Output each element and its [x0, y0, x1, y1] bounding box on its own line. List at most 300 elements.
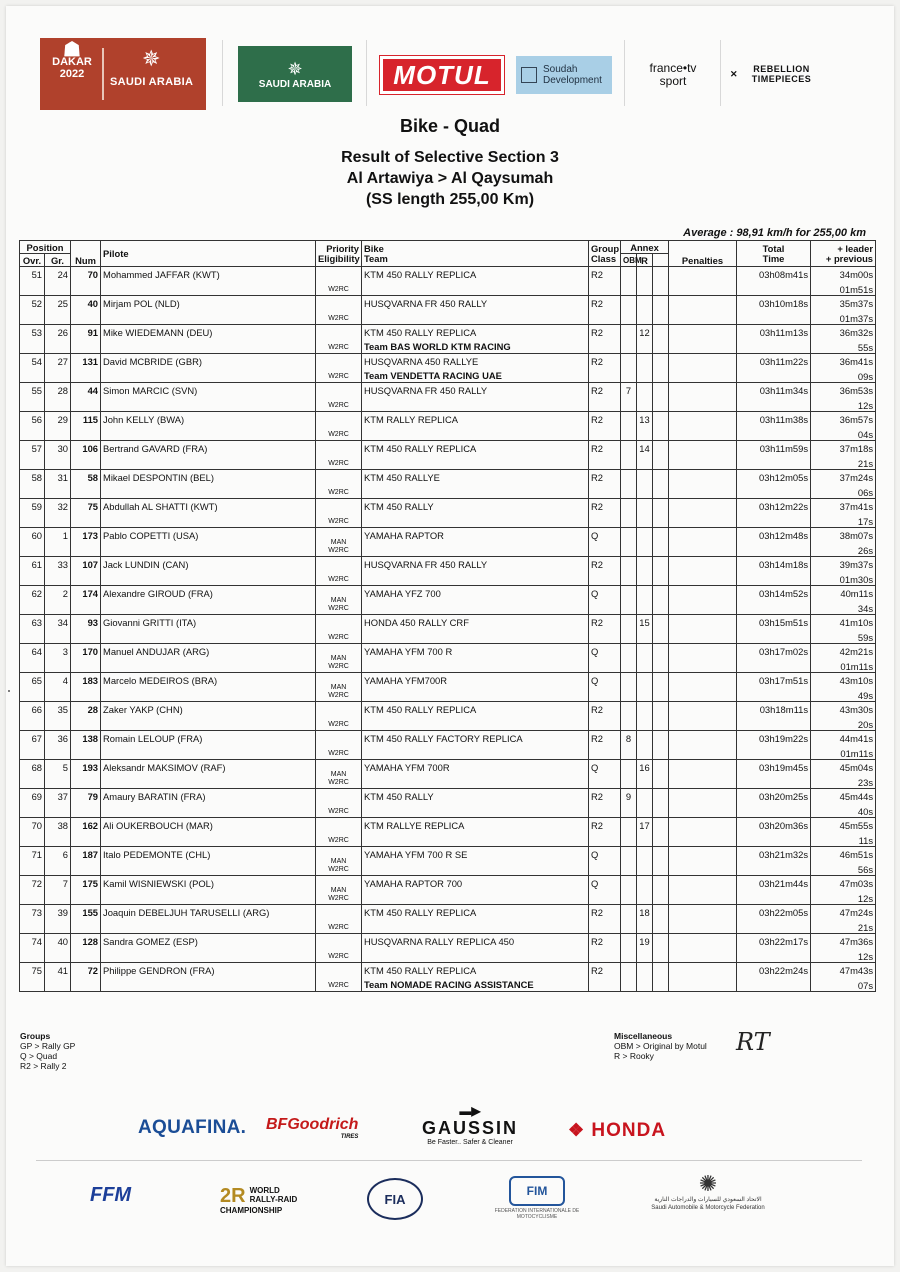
r-cell [637, 702, 653, 731]
leader-previous-header: + leader + previous [811, 241, 876, 267]
bike-cell: KTM 450 RALLY [362, 499, 589, 528]
gr-cell: 38 [45, 818, 71, 847]
annex-blank-cell [653, 818, 669, 847]
total-time-cell: 03h21m32s [737, 847, 811, 876]
r-cell [637, 354, 653, 383]
gr-header: Gr. [45, 254, 71, 267]
penalties-cell [669, 557, 737, 586]
gr-cell: 35 [45, 702, 71, 731]
r-cell: 13 [637, 412, 653, 441]
table-row [20, 557, 876, 586]
obm-cell [621, 296, 637, 325]
pilote-cell: Sandra GOMEZ (ESP) [101, 934, 316, 963]
ovr-cell: 65 [20, 673, 45, 702]
total-time-cell: 03h20m25s [737, 789, 811, 818]
ovr-cell: 71 [20, 847, 45, 876]
bike-cell: KTM 450 RALLY REPLICA [362, 702, 589, 731]
gap-cell: 37m18s 21s [811, 441, 876, 470]
num-cell: 58 [71, 470, 101, 499]
total-time-cell: 03h22m24s [737, 963, 811, 992]
priority-cell: W2RC [316, 934, 362, 963]
speck [8, 690, 10, 692]
obm-cell [621, 354, 637, 383]
annex-blank-cell [653, 644, 669, 673]
gap-cell: 36m32s 55s [811, 325, 876, 354]
table-row [20, 818, 876, 847]
gr-cell: 33 [45, 557, 71, 586]
gap-cell: 47m03s 12s [811, 876, 876, 905]
gap-cell: 39m37s 01m30s [811, 557, 876, 586]
ovr-cell: 54 [20, 354, 45, 383]
ovr-cell: 52 [20, 296, 45, 325]
priority-cell: W2RC [316, 499, 362, 528]
obm-cell [621, 934, 637, 963]
bike-cell: KTM RALLYE REPLICA [362, 818, 589, 847]
gaussin-mark-icon: ▬▶ [459, 1104, 481, 1118]
gr-cell: 31 [45, 470, 71, 499]
num-cell: 106 [71, 441, 101, 470]
group-cell: Q [589, 847, 621, 876]
pilote-cell: Kamil WISNIEWSKI (POL) [101, 876, 316, 905]
table-row [20, 325, 876, 354]
priority-cell: W2RC [316, 354, 362, 383]
r-cell: 14 [637, 441, 653, 470]
group-cell: R2 [589, 441, 621, 470]
annex-blank-cell [653, 267, 669, 296]
pilote-cell: Zaker YAKP (CHN) [101, 702, 316, 731]
ovr-cell: 67 [20, 731, 45, 760]
pilote-cell: Alexandre GIROUD (FRA) [101, 586, 316, 615]
r-cell: 19 [637, 934, 653, 963]
annex-blank-cell [653, 528, 669, 557]
num-cell: 187 [71, 847, 101, 876]
obm-cell: 9 [621, 789, 637, 818]
dakar-logo: ☗ DAKAR 2022 ✵ SAUDI ARABIA [40, 38, 206, 110]
total-time-cell: 03h12m22s [737, 499, 811, 528]
annex-blank-cell [653, 760, 669, 789]
priority-cell: MAN W2RC [316, 528, 362, 557]
palm-icon: ✵ [287, 58, 303, 79]
group-cell: Q [589, 673, 621, 702]
pilote-cell: Manuel ANDUJAR (ARG) [101, 644, 316, 673]
page-title: Bike - Quad [399, 116, 501, 136]
gap-cell: 41m10s 59s [811, 615, 876, 644]
gr-cell: 2 [45, 586, 71, 615]
r-cell [637, 267, 653, 296]
bike-cell: KTM 450 RALLY REPLICA [362, 905, 589, 934]
pilote-cell: Jack LUNDIN (CAN) [101, 557, 316, 586]
total-time-cell: 03h19m22s [737, 731, 811, 760]
ovr-cell: 69 [20, 789, 45, 818]
penalties-cell [669, 905, 737, 934]
priority-cell: MAN W2RC [316, 847, 362, 876]
num-cell: 115 [71, 412, 101, 441]
annex-blank-cell [653, 731, 669, 760]
soudah-emblem-icon [521, 67, 537, 83]
obm-cell [621, 876, 637, 905]
pilote-cell: Amaury BARATIN (FRA) [101, 789, 316, 818]
obm-cell [621, 441, 637, 470]
table-row [20, 963, 876, 992]
group-cell: R2 [589, 296, 621, 325]
group-cell: R2 [589, 905, 621, 934]
group-cell: R2 [589, 557, 621, 586]
obm-cell [621, 586, 637, 615]
group-cell: R2 [589, 470, 621, 499]
obm-cell [621, 760, 637, 789]
pilote-cell: Joaquin DEBELJUH TARUSELLI (ARG) [101, 905, 316, 934]
annex-blank-cell [653, 557, 669, 586]
table-row [20, 412, 876, 441]
table-row [20, 702, 876, 731]
bfgoodrich-logo: BFGoodrich TIRES [266, 1116, 359, 1140]
table-row [20, 296, 876, 325]
obm-cell [621, 905, 637, 934]
pilote-cell: Bertrand GAVARD (FRA) [101, 441, 316, 470]
bike-cell: YAMAHA YFM 700R [362, 760, 589, 789]
honda-logo: ❖ HONDA [568, 1120, 667, 1141]
annex-blank-cell [653, 383, 669, 412]
table-row [20, 673, 876, 702]
obm-cell [621, 499, 637, 528]
gap-cell: 45m55s 11s [811, 818, 876, 847]
penalties-cell [669, 383, 737, 412]
saudi-arabia-logo: ✵ SAUDI ARABIA [238, 46, 352, 102]
ovr-cell: 51 [20, 267, 45, 296]
gap-cell: 43m10s 49s [811, 673, 876, 702]
bike-cell: YAMAHA YFM 700 R SE [362, 847, 589, 876]
gap-cell: 36m57s 04s [811, 412, 876, 441]
pilote-cell: Mike WIEDEMANN (DEU) [101, 325, 316, 354]
gr-cell: 32 [45, 499, 71, 528]
pilote-cell: David MCBRIDE (GBR) [101, 354, 316, 383]
obm-cell [621, 818, 637, 847]
gr-cell: 28 [45, 383, 71, 412]
pilote-cell: Marcelo MEDEIROS (BRA) [101, 673, 316, 702]
total-time-cell: 03h17m51s [737, 673, 811, 702]
num-cell: 128 [71, 934, 101, 963]
penalties-header: Penalties [669, 241, 737, 267]
gr-cell: 26 [45, 325, 71, 354]
gap-cell: 44m41s 01m11s [811, 731, 876, 760]
obm-cell [621, 528, 637, 557]
penalties-cell [669, 760, 737, 789]
obm-cell [621, 470, 637, 499]
ovr-cell: 57 [20, 441, 45, 470]
gr-cell: 39 [45, 905, 71, 934]
num-cell: 173 [71, 528, 101, 557]
gaussin-logo: ▬▶ GAUSSIN Be Faster.. Safer & Cleaner [422, 1104, 519, 1146]
r-cell [637, 557, 653, 586]
r-cell: 16 [637, 760, 653, 789]
sponsor-header [34, 36, 864, 106]
gap-cell: 35m37s 01m37s [811, 296, 876, 325]
gr-cell: 29 [45, 412, 71, 441]
ovr-cell: 68 [20, 760, 45, 789]
penalties-cell [669, 354, 737, 383]
gr-cell: 4 [45, 673, 71, 702]
gap-cell: 45m44s 40s [811, 789, 876, 818]
table-row [20, 934, 876, 963]
priority-cell: W2RC [316, 963, 362, 992]
table-row [20, 586, 876, 615]
priority-cell: W2RC [316, 731, 362, 760]
gr-cell: 41 [45, 963, 71, 992]
gap-cell: 47m43s 07s [811, 963, 876, 992]
gr-cell: 36 [45, 731, 71, 760]
priority-cell: MAN W2RC [316, 586, 362, 615]
total-time-cell: 03h21m44s [737, 876, 811, 905]
total-time-cell: 03h22m05s [737, 905, 811, 934]
bike-cell: HUSQVARNA FR 450 RALLY [362, 383, 589, 412]
pilote-cell: Simon MARCIC (SVN) [101, 383, 316, 412]
pilote-cell: Ali OUKERBOUCH (MAR) [101, 818, 316, 847]
table-row [20, 847, 876, 876]
gap-cell: 36m53s 12s [811, 383, 876, 412]
results-table [19, 240, 876, 992]
total-time-cell: 03h12m05s [737, 470, 811, 499]
total-time-cell: 03h19m45s [737, 760, 811, 789]
pilote-cell: Mirjam POL (NLD) [101, 296, 316, 325]
r-cell [637, 963, 653, 992]
group-cell: R2 [589, 789, 621, 818]
table-row [20, 789, 876, 818]
priority-cell: MAN W2RC [316, 673, 362, 702]
gap-cell: 37m24s 06s [811, 470, 876, 499]
table-row [20, 644, 876, 673]
pilote-cell: Romain LELOUP (FRA) [101, 731, 316, 760]
table-row [20, 470, 876, 499]
total-time-cell: 03h11m38s [737, 412, 811, 441]
annex-blank-cell [653, 934, 669, 963]
priority-cell: W2RC [316, 615, 362, 644]
num-cell: 44 [71, 383, 101, 412]
table-row [20, 760, 876, 789]
ffm-logo: FFM [90, 1184, 132, 1206]
obm-header: OBM [621, 254, 637, 267]
gr-cell: 27 [45, 354, 71, 383]
penalties-cell [669, 267, 737, 296]
r-cell [637, 499, 653, 528]
table-row [20, 441, 876, 470]
penalties-cell [669, 702, 737, 731]
group-cell: Q [589, 760, 621, 789]
ovr-cell: 61 [20, 557, 45, 586]
group-cell: R2 [589, 963, 621, 992]
fia-logo: FIA [367, 1178, 423, 1220]
penalties-cell [669, 731, 737, 760]
group-cell: Q [589, 586, 621, 615]
penalties-cell [669, 789, 737, 818]
bike-cell: KTM 450 RALLYE [362, 470, 589, 499]
annex-blank-cell [653, 325, 669, 354]
annex-blank-cell [653, 412, 669, 441]
priority-cell: MAN W2RC [316, 644, 362, 673]
priority-cell: W2RC [316, 412, 362, 441]
ovr-cell: 56 [20, 412, 45, 441]
annex-blank-cell [653, 615, 669, 644]
annex-blank-cell [653, 702, 669, 731]
gap-cell: 45m04s 23s [811, 760, 876, 789]
bike-cell: KTM 450 RALLY [362, 789, 589, 818]
gr-cell: 25 [45, 296, 71, 325]
groups-legend: Groups GP > Rally GP Q > Quad R2 > Rally 2 [20, 1031, 76, 1071]
pilote-cell: Philippe GENDRON (FRA) [101, 963, 316, 992]
group-cell: Q [589, 644, 621, 673]
priority-cell: W2RC [316, 383, 362, 412]
obm-cell [621, 412, 637, 441]
annex-blank-cell [653, 499, 669, 528]
priority-cell: W2RC [316, 905, 362, 934]
penalties-cell [669, 528, 737, 557]
total-time-cell: 03h10m18s [737, 296, 811, 325]
group-cell: R2 [589, 325, 621, 354]
ovr-cell: 73 [20, 905, 45, 934]
priority-header: Priority Eligibility [316, 241, 362, 267]
dakar-icon: ☗ [63, 39, 81, 61]
r-cell: 15 [637, 615, 653, 644]
annex-blank-cell [653, 470, 669, 499]
gr-cell: 7 [45, 876, 71, 905]
route-title: Al Artawiya > Al Qaysumah [346, 170, 554, 187]
gap-cell: 37m41s 17s [811, 499, 876, 528]
pilote-cell: Italo PEDEMONTE (CHL) [101, 847, 316, 876]
bike-cell: HUSQVARNA FR 450 RALLY [362, 296, 589, 325]
num-cell: 91 [71, 325, 101, 354]
bike-cell: YAMAHA RAPTOR [362, 528, 589, 557]
ovr-cell: 60 [20, 528, 45, 557]
misc-legend: Miscellaneous OBM > Original by Motul R > Rooky [614, 1031, 707, 1061]
penalties-cell [669, 934, 737, 963]
penalties-cell [669, 470, 737, 499]
num-header: Num [71, 241, 101, 267]
soudah-logo: Soudah Development [516, 56, 612, 94]
annex-header: Annex [621, 241, 669, 254]
group-cell: R2 [589, 412, 621, 441]
penalties-cell [669, 586, 737, 615]
annex-blank-cell [653, 354, 669, 383]
priority-cell: MAN W2RC [316, 876, 362, 905]
priority-cell: W2RC [316, 325, 362, 354]
obm-cell [621, 557, 637, 586]
samf-logo: ✺ الاتحاد السعودي للسيارات والدراجات النارية Saudi Automobile & Motorcycle Federation [648, 1172, 768, 1212]
r-cell [637, 586, 653, 615]
table-row [20, 267, 876, 296]
bike-cell: KTM 450 RALLY REPLICA Team BAS WORLD KTM RACING [362, 325, 589, 354]
num-cell: 174 [71, 586, 101, 615]
total-time-cell: 03h18m11s [737, 702, 811, 731]
table-row [20, 528, 876, 557]
bike-cell: KTM 450 RALLY REPLICA [362, 267, 589, 296]
penalties-cell [669, 818, 737, 847]
total-time-cell: 03h15m51s [737, 615, 811, 644]
signature: RT [736, 1028, 770, 1056]
section-title: Result of Selective Section 3 [341, 149, 559, 166]
total-time-cell: 03h11m34s [737, 383, 811, 412]
gr-cell: 37 [45, 789, 71, 818]
bike-cell: YAMAHA YFM700R [362, 673, 589, 702]
gap-cell: 47m36s 12s [811, 934, 876, 963]
gap-cell: 38m07s 26s [811, 528, 876, 557]
penalties-cell [669, 876, 737, 905]
ovr-cell: 53 [20, 325, 45, 354]
pilote-cell: Aleksandr MAKSIMOV (RAF) [101, 760, 316, 789]
bike-cell: HUSQVARNA 450 RALLYE Team VENDETTA RACING UAE [362, 354, 589, 383]
total-time-cell: 03h11m13s [737, 325, 811, 354]
priority-cell: W2RC [316, 557, 362, 586]
ovr-cell: 63 [20, 615, 45, 644]
penalties-cell [669, 441, 737, 470]
gap-cell: 42m21s 01m11s [811, 644, 876, 673]
table-row [20, 905, 876, 934]
gr-cell: 6 [45, 847, 71, 876]
r-header: R [637, 254, 653, 267]
num-cell: 170 [71, 644, 101, 673]
num-cell: 193 [71, 760, 101, 789]
position-header: Position [20, 241, 71, 254]
r-cell [637, 470, 653, 499]
gap-cell: 43m30s 20s [811, 702, 876, 731]
table-row [20, 499, 876, 528]
bike-cell: HUSQVARNA FR 450 RALLY [362, 557, 589, 586]
table-row [20, 383, 876, 412]
num-cell: 138 [71, 731, 101, 760]
obm-cell [621, 325, 637, 354]
group-cell: R2 [589, 615, 621, 644]
r-cell [637, 731, 653, 760]
total-time-cell: 03h11m22s [737, 354, 811, 383]
r-cell: 12 [637, 325, 653, 354]
penalties-cell [669, 499, 737, 528]
fim-logo: FIM FEDERATION INTERNATIONALE DE MOTOCYCLISME [487, 1176, 587, 1220]
num-cell: 28 [71, 702, 101, 731]
group-cell: R2 [589, 731, 621, 760]
pilote-cell: Mikael DESPONTIN (BEL) [101, 470, 316, 499]
r-cell [637, 528, 653, 557]
obm-cell [621, 267, 637, 296]
penalties-cell [669, 963, 737, 992]
ovr-cell: 62 [20, 586, 45, 615]
gr-cell: 24 [45, 267, 71, 296]
bike-cell: KTM 450 RALLY FACTORY REPLICA [362, 731, 589, 760]
num-cell: 70 [71, 267, 101, 296]
total-time-cell: 03h20m36s [737, 818, 811, 847]
bike-team-header: Bike Team [362, 241, 589, 267]
gr-cell: 3 [45, 644, 71, 673]
pilote-cell: Mohammed JAFFAR (KWT) [101, 267, 316, 296]
r-cell [637, 383, 653, 412]
obm-cell [621, 644, 637, 673]
table-row [20, 731, 876, 760]
bike-cell: YAMAHA YFZ 700 [362, 586, 589, 615]
r-cell [637, 847, 653, 876]
num-cell: 40 [71, 296, 101, 325]
pilote-cell: Abdullah AL SHATTI (KWT) [101, 499, 316, 528]
pilote-cell: Giovanni GRITTI (ITA) [101, 615, 316, 644]
annex-blank-cell [653, 905, 669, 934]
group-header: Group Class [589, 241, 621, 267]
priority-cell: MAN W2RC [316, 760, 362, 789]
obm-cell [621, 673, 637, 702]
priority-cell: W2RC [316, 470, 362, 499]
bike-cell: YAMAHA YFM 700 R [362, 644, 589, 673]
gr-cell: 1 [45, 528, 71, 557]
bike-cell: HONDA 450 RALLY CRF [362, 615, 589, 644]
gap-cell: 46m51s 56s [811, 847, 876, 876]
gap-cell: 34m00s 01m51s [811, 267, 876, 296]
r-cell [637, 789, 653, 818]
bike-cell: KTM 450 RALLY REPLICA [362, 441, 589, 470]
